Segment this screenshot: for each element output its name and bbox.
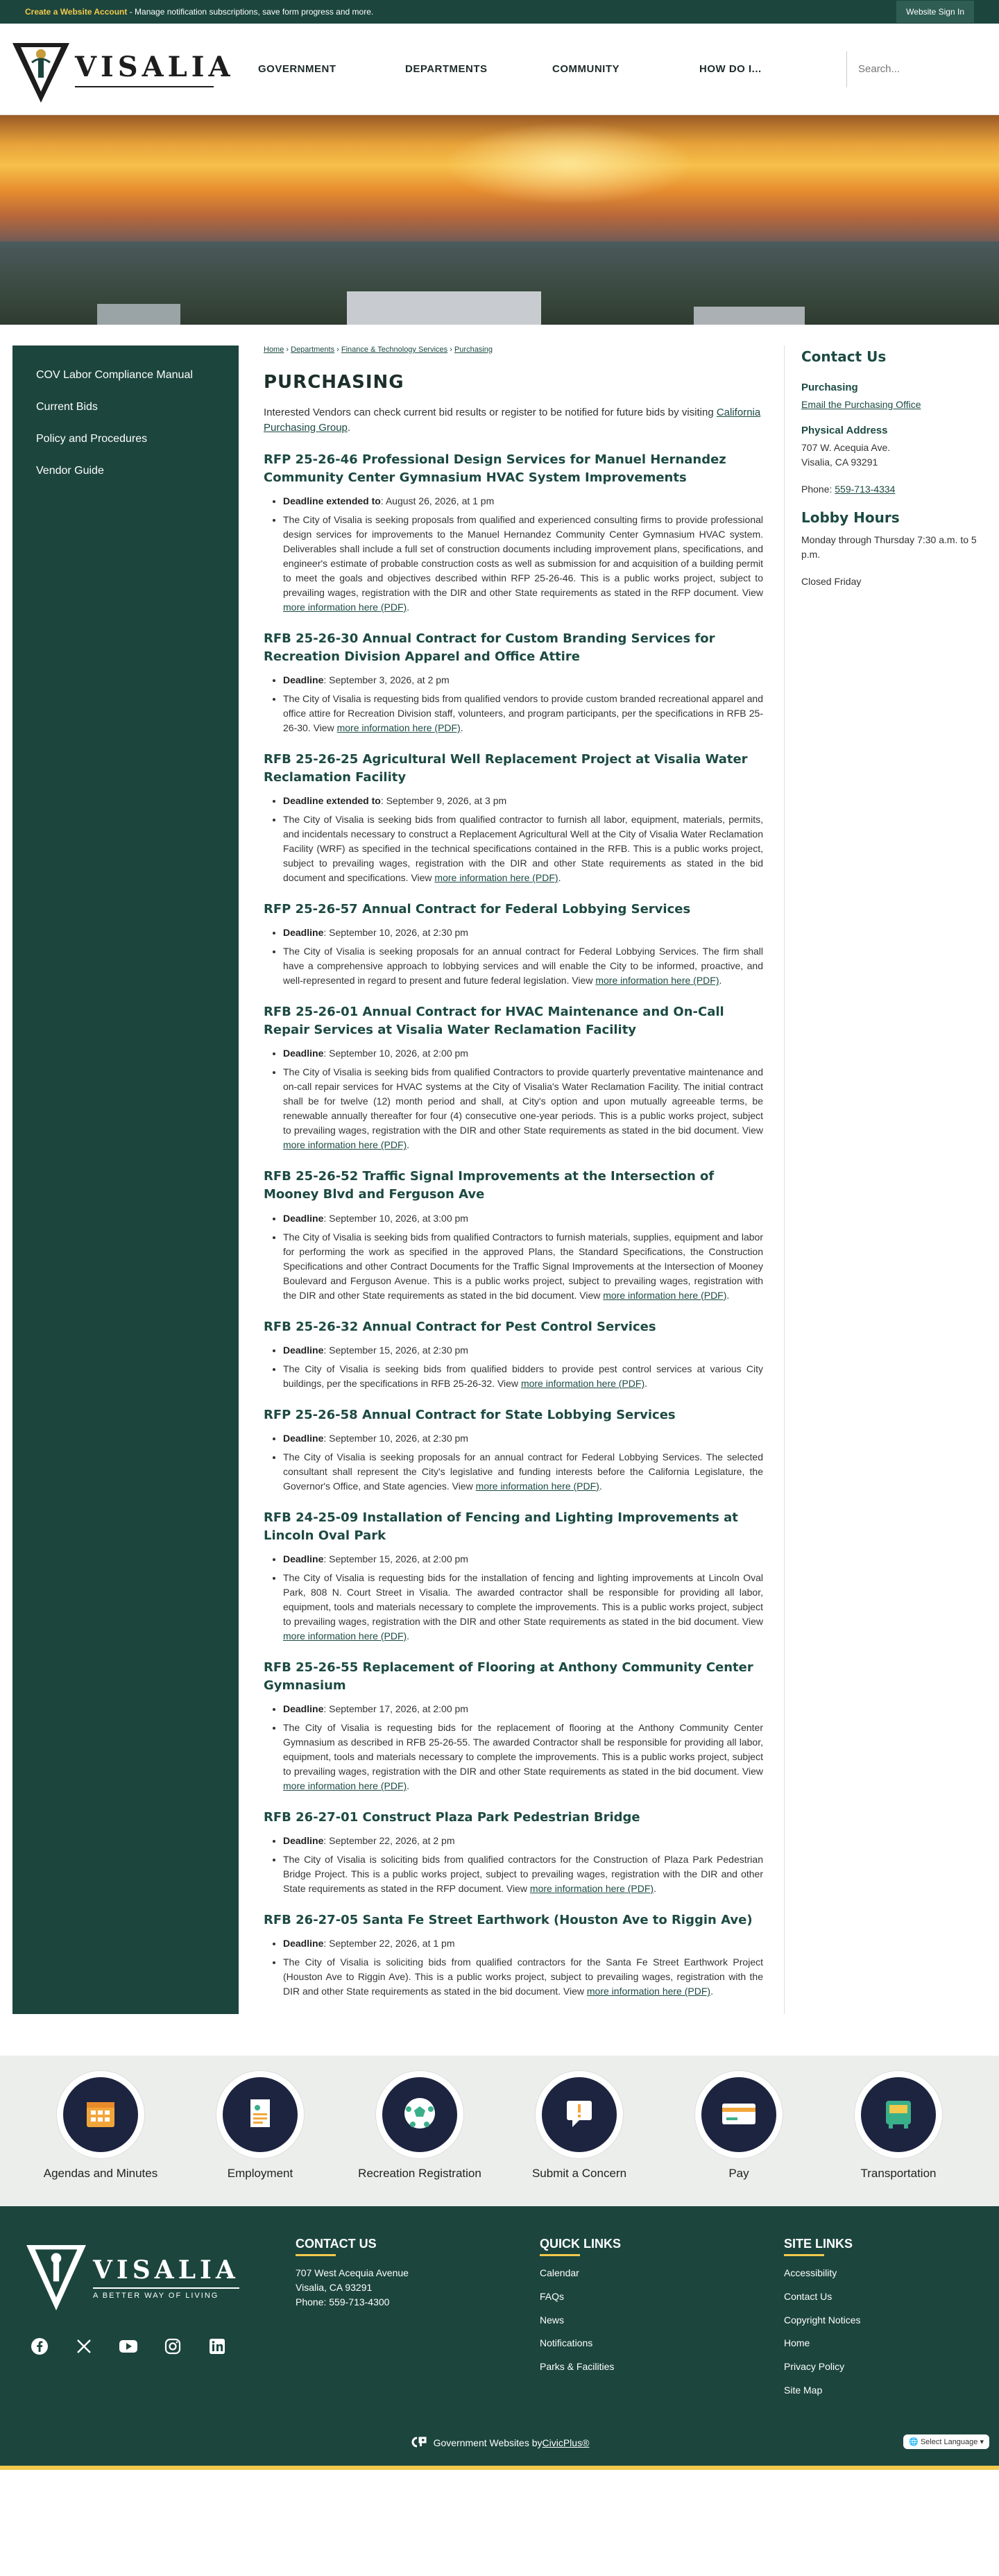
language-select[interactable] — [903, 2434, 989, 2449]
rfp-deadline — [283, 794, 763, 808]
language-label: Select Language — [920, 2438, 978, 2447]
footer-address-line-2: Visalia, CA 93291 — [296, 2282, 373, 2294]
deadline-label: Deadline — [283, 1703, 324, 1715]
rfp-deadline — [283, 1834, 763, 1848]
rfp-title: RFB 26-27-01 Construct Plaza Park Pedestrian Bridge — [264, 1810, 640, 1825]
chevron-down-icon: ▾ — [980, 2438, 984, 2447]
rfp-desc-text: The City of Visalia is seeking bids from qualified bidders to provide pest control services at various City buildings, per the specifications in RFB 25-26-32. View — [283, 1363, 763, 1389]
rfp-description — [283, 944, 763, 988]
secondary-nav — [12, 346, 239, 2014]
deadline-label: Deadline — [283, 1553, 324, 1564]
contact-title: Contact Us — [801, 348, 887, 365]
rfp-desc-text: The City of Visalia is seeking bids from qualified contractor to furnish all labor, equipment, materials, permits, and incidentals necessary to construct a Replacement Agricultural Well at the City of Visalia Water Reclamation Facility (WRF) as specified in the technical specifications contained in the RFB. This is a public works project, subject to prevailing wages, registration with the DIR and other State requirements as stated in the bid document and specifications. View — [283, 814, 763, 884]
sidebar-item-current-bids[interactable]: Current Bids — [36, 401, 98, 413]
rfp-deadline — [283, 1936, 763, 1951]
deadline-date: : September 10, 2026, at 2:30 pm — [323, 1432, 468, 1444]
search-input[interactable] — [858, 63, 999, 75]
building — [97, 304, 180, 325]
rfp-desc-end: . — [407, 1780, 410, 1792]
rfp-desc-text: The City of Visalia is soliciting bids from qualified contractors for the Construction of Plaza Park Pedestrian Bridge Project. This is a public works project, subject to prevailing wages, registration with the DIR and other State requirements as stated in the RFP document. View — [283, 1854, 763, 1895]
deadline-label: Deadline — [283, 1835, 324, 1847]
tile-agendas[interactable] — [38, 2071, 163, 2206]
rfp-description — [283, 1230, 763, 1303]
rfp-desc-end: . — [558, 872, 561, 884]
building — [347, 291, 541, 325]
footer-quick-title: QUICK LINKS — [540, 2237, 621, 2251]
site-footer — [0, 2206, 999, 2466]
quick-links-tiles — [0, 2056, 999, 2206]
logo-wordmark — [75, 51, 234, 87]
deadline-date: : September 10, 2026, at 2:30 pm — [323, 927, 468, 939]
breadcrumb-purchasing[interactable]: Purchasing — [454, 346, 493, 354]
phone-link[interactable]: 559-713-4334 — [835, 484, 896, 495]
footer-accent-line — [0, 2466, 999, 2470]
rfp-description — [283, 1065, 763, 1152]
rfp-title: RFP 25-26-57 Annual Contract for Federal Lobbying Services — [264, 902, 691, 917]
rfp-desc-text: The City of Visalia is requesting bids from qualified vendors to provide custom branded recreational apparel and office attire for Recreation Division staff, volunteers, and program participants, per the specifications in RFB 25-26-30. View — [283, 692, 763, 733]
deadline-label: Deadline — [283, 1938, 324, 1950]
footer-logo-block — [25, 2237, 296, 2406]
footer-link-accessibility[interactable]: Accessibility — [784, 2267, 837, 2279]
rfp-desc-end: . — [654, 1883, 656, 1895]
rfp-item — [264, 1911, 763, 1999]
rfp-pdf-link[interactable]: more information here (PDF) — [283, 1139, 407, 1151]
sunset-glow — [444, 122, 694, 205]
credit-card-icon — [719, 2095, 758, 2135]
rfp-description — [283, 1721, 763, 1793]
rfp-deadline — [283, 1211, 763, 1226]
rfp-description — [283, 812, 763, 885]
rfp-title: RFB 25-26-25 Agricultural Well Replacement Project at Visalia Water Reclamation Facility — [264, 751, 748, 785]
tile-recreation[interactable] — [357, 2071, 482, 2206]
tile-pay[interactable] — [676, 2071, 801, 2206]
rfp-item — [264, 1406, 763, 1494]
tile-label: Recreation Registration — [358, 2167, 481, 2181]
tile-label: Transportation — [860, 2167, 937, 2181]
rfp-desc-text: The City of Visalia is requesting bids for the installation of fencing and lighting improvements at Lincoln Oval Park, 808 N. Court Street in Visalia. The awarded contractor shall be responsible for providing all labor, equipment, tools and materials necessary to complete the improvements. This is a public works project, subject to prevailing wages, registration with the DIR and other State requirements as stated in the bid document. View — [283, 1571, 763, 1627]
footer-link-notifications[interactable]: Notifications — [540, 2337, 593, 2349]
breadcrumb-home[interactable]: Home — [264, 346, 284, 354]
contact-sidebar — [784, 346, 978, 2014]
building — [694, 307, 805, 325]
tile-label: Pay — [728, 2167, 749, 2181]
address-line-1: 707 W. Acequia Ave. — [801, 442, 891, 453]
rfp-pdf-link[interactable]: more information here (PDF) — [336, 722, 461, 733]
rfp-description — [283, 1450, 763, 1494]
footer-link-copyright[interactable]: Copyright Notices — [784, 2314, 861, 2326]
rfp-pdf-link[interactable]: more information here (PDF) — [434, 872, 558, 884]
top-bar — [0, 0, 999, 24]
instagram-icon[interactable] — [162, 2336, 183, 2357]
rfp-description — [283, 1955, 763, 1999]
rfp-description — [283, 1852, 763, 1896]
footer-link-privacy[interactable]: Privacy Policy — [784, 2361, 845, 2373]
nav-government[interactable]: GOVERNMENT — [258, 63, 336, 75]
calendar-icon — [83, 2095, 119, 2135]
account-note: - Manage notification subscriptions, save form progress and more. — [127, 7, 374, 17]
create-account-link[interactable]: Create a Website Account — [25, 7, 128, 17]
footer-phone: Phone: 559-713-4300 — [296, 2296, 390, 2308]
footer-logo-text: VISALIA — [93, 2255, 239, 2285]
tile-label: Employment — [227, 2167, 293, 2181]
tile-submit-concern[interactable] — [517, 2071, 642, 2206]
footer-link-sitemap[interactable]: Site Map — [784, 2384, 823, 2396]
rfp-list — [264, 451, 763, 1999]
hero-banner — [0, 115, 999, 325]
social-links — [29, 2336, 296, 2357]
rfp-desc-text: The City of Visalia is soliciting bids from qualified contractors for the Santa Fe Street Earthwork Project (Houston Ave to Riggin Ave). This is a public works project, subject to prevailing wages, registration with the DIR and other State requirements as stated in the bid document. View — [283, 1956, 763, 1997]
deadline-date: : September 3, 2026, at 2 pm — [323, 674, 450, 685]
rfp-desc-end: . — [407, 1630, 410, 1641]
tile-label: Agendas and Minutes — [43, 2167, 158, 2181]
address-block — [801, 441, 978, 470]
breadcrumb: Home › Departments › Finance & Technology Services › Purchasing — [264, 346, 493, 354]
footer-tagline: A BETTER WAY OF LIVING — [93, 2291, 219, 2300]
footer-credit — [0, 2420, 999, 2466]
logo-rule — [75, 86, 214, 87]
rfp-item — [264, 1659, 763, 1793]
linkedin-icon[interactable] — [207, 2336, 228, 2357]
document-person-icon — [242, 2095, 278, 2135]
footer-site-title: SITE LINKS — [784, 2237, 853, 2251]
sidebar-item-vendor-guide[interactable]: Vendor Guide — [36, 465, 104, 477]
footer-site-links — [784, 2237, 964, 2406]
deadline-label: Deadline — [283, 1432, 324, 1444]
rfp-item — [264, 451, 763, 615]
rfp-desc-end: . — [719, 975, 722, 987]
rfp-pdf-link[interactable]: more information here (PDF) — [586, 1986, 711, 1997]
breadcrumb-departments[interactable]: Departments — [291, 346, 335, 354]
rfp-description — [283, 1571, 763, 1644]
deadline-label: Deadline — [283, 1344, 324, 1356]
rfp-pdf-link[interactable]: more information here (PDF) — [529, 1883, 654, 1895]
tile-employment[interactable] — [198, 2071, 323, 2206]
sidebar-item-policy[interactable]: Policy and Procedures — [36, 433, 148, 445]
footer-link-news[interactable]: News — [540, 2314, 565, 2326]
rfp-title: RFP 25-26-58 Annual Contract for State Lobbying Services — [264, 1407, 676, 1422]
rfp-description — [283, 513, 763, 615]
deadline-date: : September 10, 2026, at 3:00 pm — [323, 1212, 468, 1224]
visalia-emblem-icon — [11, 35, 71, 104]
youtube-icon[interactable] — [118, 2336, 139, 2357]
rfp-desc-end: . — [644, 1377, 647, 1389]
rfp-desc-end: . — [407, 1139, 410, 1151]
rfp-desc-text: The City of Visalia is seeking proposals for an annual contract for Federal Lobbying Services. The firm shall have a comprehensive approach to lobbying services and will enable the City to be informed, proactive, and well-represented in regard to present and future federal legislation. View — [283, 946, 763, 987]
rfp-desc-text: The City of Visalia is seeking proposals for an annual contract for Federal Lobbying Services. The selected consultant shall represent the City's legislative and funding interests before the California Legislature, the Governor's Office, and State agencies. View — [283, 1451, 763, 1492]
deadline-date: : September 10, 2026, at 2:00 pm — [323, 1048, 468, 1059]
rfp-deadline — [283, 926, 763, 940]
rfp-deadline — [283, 1702, 763, 1716]
footer-link-home[interactable]: Home — [784, 2337, 810, 2349]
footer-link-contact[interactable]: Contact Us — [784, 2290, 832, 2302]
rfp-title: RFB 25-26-01 Annual Contract for HVAC Maintenance and On-Call Repair Services at Visalia Water Reclamation Facility — [264, 1005, 724, 1038]
sidebar-item-labor-compliance[interactable]: COV Labor Compliance Manual — [36, 369, 193, 381]
deadline-date: : August 26, 2026, at 1 pm — [380, 495, 495, 506]
deadline-label: Deadline — [283, 927, 324, 939]
lobby-hours-1: Monday through Thursday 7:30 a.m. to 5 p.m. — [801, 534, 977, 560]
rfp-deadline — [283, 673, 763, 688]
rfp-title: RFB 25-26-32 Annual Contract for Pest Control Services — [264, 1319, 656, 1334]
address-line-2: Visalia, CA 93291 — [801, 457, 878, 468]
rfp-item — [264, 1168, 763, 1302]
footer-link-parks[interactable]: Parks & Facilities — [540, 2361, 615, 2373]
rfp-item — [264, 1809, 763, 1896]
rfp-desc-text: The City of Visalia is requesting bids for the replacement of flooring at the Anthony Community Center Gymnasium as described in RFB 25-26-55. The awarded Contractor shall be responsible for providing all labor, equipment, tools and materials necessary to complete the improvements. This is a public works project, subject to prevailing wages, registration with the DIR and other State requirements as stated in the bid document. View — [283, 1722, 763, 1777]
rfp-item — [264, 1318, 763, 1391]
rfp-desc-text: The City of Visalia is seeking bids from qualified Contractors to provide quarterly preventative maintenance and on-call repair services for HVAC systems at the City of Visalia's Water Reclamation Facility. The initial contract shall be for twelve (12) month period and shall, at City's option and upon mutually agreeable terms, be renewable annually thereafter for four (4) consecutive one-year periods. This is a public works project, subject to prevailing wages, registration with the DIR and other State requirements as stated in the bid document. View — [283, 1066, 763, 1136]
sign-in-button[interactable]: Website Sign In — [896, 1, 974, 23]
rfp-title: RFB 24-25-09 Installation of Fencing and Lighting Improvements at Lincoln Oval Park — [264, 1510, 738, 1543]
rfp-pdf-link[interactable]: more information here (PDF) — [475, 1480, 599, 1492]
rfp-pdf-link[interactable]: more information here (PDF) — [520, 1377, 645, 1389]
phone-row — [801, 482, 978, 497]
breadcrumb-finance[interactable]: Finance & Technology Services — [341, 346, 448, 354]
tile-transportation[interactable] — [836, 2071, 961, 2206]
nav-community[interactable]: COMMUNITY — [552, 63, 620, 75]
rfp-desc-text: The City of Visalia is seeking bids from qualified Contractors to furnish materials, supplies, equipment and labor for performing the work as specified in the approved Plans, the Standard Specifications, the Construction Specifications and other Contract Documents for the Traffic Signal Improvements at the Intersection of Mooney Boulevard and Ferguson Avenue. This is a public works project, subject to prevailing wages, registration with the DIR and other State requirements as stated in the bid document. View — [283, 1231, 763, 1301]
deadline-date: : September 15, 2026, at 2:30 pm — [323, 1344, 468, 1356]
rfp-pdf-link[interactable]: more information here (PDF) — [283, 1630, 407, 1641]
page-content — [264, 346, 763, 2014]
rfp-item — [264, 1003, 763, 1152]
rfp-pdf-link[interactable]: more information here (PDF) — [283, 1780, 407, 1792]
rfp-deadline — [283, 1046, 763, 1061]
rfp-item — [264, 1509, 763, 1644]
rfp-deadline — [283, 494, 763, 509]
rfp-item — [264, 901, 763, 988]
main-section — [0, 325, 999, 2035]
nav-departments[interactable]: DEPARTMENTS — [405, 63, 488, 75]
deadline-label: Deadline — [283, 1212, 324, 1224]
rfp-desc-text: The City of Visalia is seeking proposals from qualified and experienced consulting firms to provide professional design services for improvements to the Manuel Hernandez Community Center Gymnasium HVAC system. Deliverables shall include a full set of construction documents including improvement plans, specifications, and engineer's estimate of probable construction costs as well as submission for and acquisition of a building permit to meet the goals and objectives described within RFP 25-26-46. This is a public works project, subject to prevailing wages, registration with the DIR and other State requirements as stated in the RFP document. View — [283, 513, 763, 598]
deadline-label: Deadline extended to — [283, 495, 381, 506]
footer-quick-links — [540, 2237, 784, 2406]
account-notice — [25, 7, 373, 17]
page-title: PURCHASING — [264, 372, 404, 393]
bus-icon — [880, 2095, 916, 2135]
intro-end: . — [347, 421, 351, 434]
credit-text: Government Websites by — [433, 2437, 543, 2449]
soccer-ball-icon — [400, 2094, 439, 2136]
visalia-emblem-icon — [25, 2237, 87, 2318]
main-nav — [258, 63, 846, 75]
civicplus-icon — [410, 2437, 427, 2450]
intro-text — [264, 405, 763, 436]
rfp-title: RFB 26-27-05 Santa Fe Street Earthwork (Houston Ave to Riggin Ave) — [264, 1913, 753, 1928]
rfp-pdf-link[interactable]: more information here (PDF) — [603, 1289, 727, 1301]
intro-body: Interested Vendors can check current bid results or register to be notified for future bids by visiting — [264, 407, 717, 418]
tile-label: Submit a Concern — [531, 2167, 627, 2181]
deadline-date: : September 22, 2026, at 2 pm — [323, 1835, 455, 1847]
civicplus-link[interactable]: CivicPlus® — [542, 2437, 590, 2449]
rfp-description — [283, 1362, 763, 1391]
logo-text: VISALIA — [75, 51, 234, 83]
footer-logo[interactable] — [25, 2237, 296, 2318]
rfp-pdf-link[interactable]: more information here (PDF) — [283, 601, 407, 613]
footer-link-faqs[interactable]: FAQs — [540, 2290, 565, 2302]
footer-contact — [296, 2237, 540, 2406]
footer-address-line-1: 707 West Acequia Avenue — [296, 2267, 409, 2279]
deadline-date: : September 15, 2026, at 2:00 pm — [323, 1553, 468, 1564]
rfp-title: RFB 25-26-52 Traffic Signal Improvements at the Intersection of Mooney Blvd and Ferguson Ave — [264, 1169, 715, 1202]
phone-label: Phone: — [801, 484, 835, 495]
california-purchasing-group-link[interactable]: California Purchasing Group — [264, 407, 761, 434]
contact-dept: Purchasing — [801, 382, 858, 393]
rfp-item — [264, 630, 763, 735]
email-purchasing-link[interactable]: Email the Purchasing Office — [801, 399, 921, 410]
deadline-date: : September 17, 2026, at 2:00 pm — [323, 1703, 468, 1715]
deadline-label: Deadline — [283, 1048, 324, 1059]
rfp-desc-end: . — [726, 1289, 730, 1301]
rfp-description — [283, 692, 763, 735]
deadline-date: : September 9, 2026, at 3 pm — [380, 795, 507, 807]
rfp-desc-end: . — [460, 722, 463, 733]
deadline-label: Deadline — [283, 674, 324, 685]
nav-how-do-i[interactable]: HOW DO I... — [699, 63, 762, 75]
rfp-title: RFP 25-26-46 Professional Design Services for Manuel Hernandez Community Center Gymnasium HVAC System Improvements — [264, 452, 726, 485]
alert-chat-icon — [561, 2095, 597, 2135]
site-header — [0, 24, 999, 115]
globe-icon: 🌐 — [909, 2438, 919, 2447]
rfp-pdf-link[interactable]: more information here (PDF) — [595, 975, 719, 987]
x-twitter-icon[interactable] — [74, 2336, 94, 2357]
rfp-desc-end: . — [599, 1480, 602, 1492]
rfp-deadline — [283, 1343, 763, 1358]
rfp-deadline — [283, 1552, 763, 1567]
lobby-hours-2: Closed Friday — [801, 576, 862, 587]
rfp-desc-end: . — [710, 1986, 713, 1997]
lobby-hours-title: Lobby Hours — [801, 509, 900, 526]
rfp-title: RFB 25-26-30 Annual Contract for Custom Branding Services for Recreation Division Apparel and Office Attire — [264, 631, 715, 664]
site-logo[interactable] — [11, 31, 234, 108]
rfp-deadline — [283, 1431, 763, 1446]
facebook-icon[interactable] — [29, 2336, 50, 2357]
site-search — [846, 51, 999, 87]
address-label: Physical Address — [801, 425, 888, 436]
footer-contact-title: CONTACT US — [296, 2237, 377, 2251]
deadline-date: : September 22, 2026, at 1 pm — [323, 1938, 455, 1950]
rfp-title: RFB 25-26-55 Replacement of Flooring at Anthony Community Center Gymnasium — [264, 1660, 753, 1693]
rfp-desc-end: . — [407, 601, 410, 613]
deadline-label: Deadline extended to — [283, 795, 381, 807]
rfp-item — [264, 751, 763, 885]
footer-link-calendar[interactable]: Calendar — [540, 2267, 579, 2279]
